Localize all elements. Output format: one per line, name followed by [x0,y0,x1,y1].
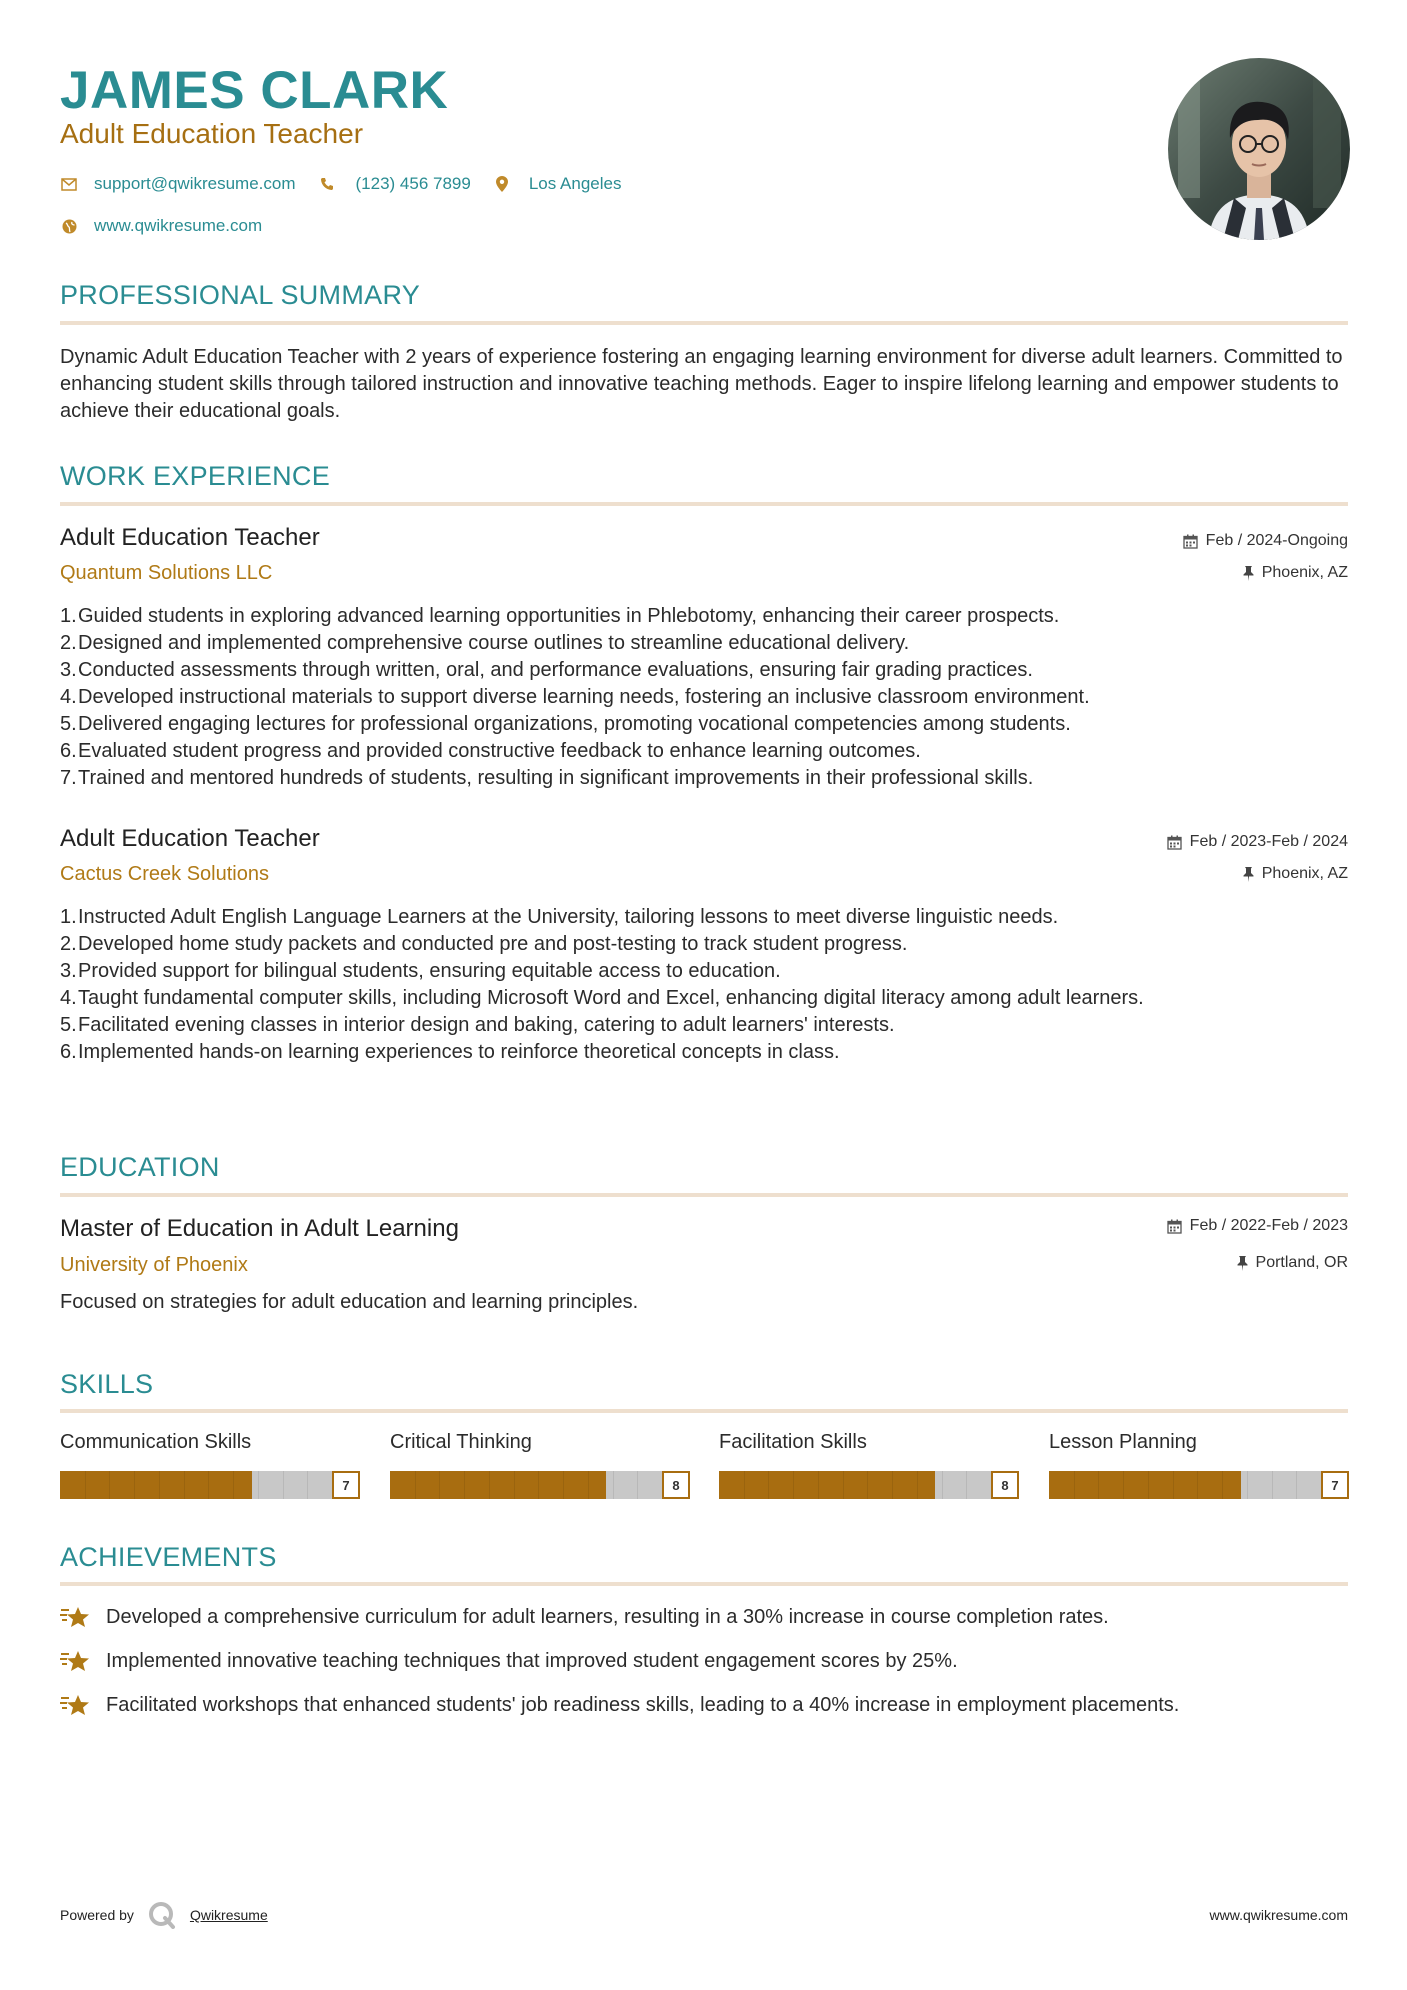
phone-icon [318,175,336,193]
section-divider [60,1409,1348,1413]
education-dates [1167,1217,1348,1235]
skill-segment-divider [464,1471,465,1499]
job-location-text: Phoenix, AZ [1261,564,1348,581]
contact-location [493,174,622,194]
summary-text: Dynamic Adult Education Teacher with 2 years of experience fostering an engaging learning environment for diverse adult learners. Committed to enhancing student skills through tailored instruction and innovative teaching methods. Eager to inspire lifelong learning and empower students to achieve their educational goals. [60,346,1343,422]
skill-segment-divider [917,1471,918,1499]
list-item: 2. Developed home study packets and conducted pre and post-testing to track student progress. [60,933,908,955]
skill-name: Communication Skills [60,1431,252,1453]
list-item: 3. Provided support for bilingual students, ensuring equitable access to education. [60,960,781,982]
section-title-experience: WORK EXPERIENCE [60,461,331,491]
list-item: 5. Facilitated evening classes in interior design and baking, catering to adult learners' interests. [60,1014,895,1036]
school-name: University of Phoenix [60,1254,248,1276]
section-title-summary: PROFESSIONAL SUMMARY [60,280,421,310]
section-divider [60,1582,1348,1586]
skill-segment-divider [843,1471,844,1499]
skill-fill [1049,1471,1241,1499]
skill-segment-divider [134,1471,135,1499]
skill-segment-divider [1197,1471,1198,1499]
website-text: www.qwikresume.com [94,216,263,235]
skill-segment-divider [233,1471,234,1499]
skill-fill [390,1471,606,1499]
skill-segment-divider [867,1471,868,1499]
skill-segment-divider [1272,1471,1273,1499]
section-title-skills: SKILLS [60,1369,154,1399]
company-name: Quantum Solutions LLC [60,562,273,584]
calendar-icon [1167,1219,1182,1234]
contact-row-1 [60,174,643,194]
phone-text: (123) 456 7899 [355,174,471,193]
pushpin-icon [1243,867,1254,882]
skill-segment-divider [768,1471,769,1499]
skill-item [719,1431,1019,1497]
contact-row-2 [60,216,284,236]
degree-title: Master of Education in Adult Learning [60,1215,459,1242]
job-bullets [60,904,1348,1066]
skill-segment-divider [208,1471,209,1499]
education-location-text: Portland, OR [1255,1254,1348,1271]
list-item: 6. Implemented hands-on learning experiences to reinforce theoretical concepts in class. [60,1041,840,1063]
skill-meter [1049,1469,1349,1497]
job-dates-text: Feb / 2024-Ongoing [1205,532,1348,549]
job-location [1243,865,1348,883]
skill-item [60,1431,360,1497]
skill-segment-divider [1247,1471,1248,1499]
candidate-role: Adult Education Teacher [60,118,364,149]
pushpin-icon [1237,1256,1248,1271]
skill-segment-divider [563,1471,564,1499]
pushpin-icon [1243,566,1254,581]
skill-segment-divider [489,1471,490,1499]
skill-segment-divider [1296,1471,1297,1499]
job-title: Adult Education Teacher [60,825,320,852]
skill-segment-divider [942,1471,943,1499]
job-dates [1183,532,1348,550]
skill-score: 7 [1321,1471,1349,1499]
list-item: 1. Guided students in exploring advanced learning opportunities in Phlebotomy, enhancing their career prospects. [60,605,1060,627]
skill-segment-divider [307,1471,308,1499]
section-title-education: EDUCATION [60,1152,220,1182]
skill-segment-divider [892,1471,893,1499]
skill-segment-divider [966,1471,967,1499]
skill-meter [60,1469,360,1497]
skill-segment-divider [637,1471,638,1499]
section-divider [60,321,1348,325]
map-pin-icon [493,175,511,193]
star-icon [60,1692,92,1720]
achievement-text: Facilitated workshops that enhanced students' job readiness skills, leading to a 40% increase in employment placements. [106,1694,1180,1716]
profile-photo [1168,58,1350,240]
email-text: support@qwikresume.com [94,174,296,193]
list-item: 7. Trained and mentored hundreds of students, resulting in significant improvements in their professional skills. [60,767,1034,789]
powered-by-label: Powered by [60,1907,134,1923]
job-location-text: Phoenix, AZ [1261,865,1348,882]
skill-score: 7 [332,1471,360,1499]
contact-email[interactable] [60,174,296,194]
skill-segment-divider [159,1471,160,1499]
list-item: 4. Developed instructional materials to support diverse learning needs, fostering an inclusive classroom environment. [60,686,1090,708]
company-name: Cactus Creek Solutions [60,863,269,885]
skill-segment-divider [613,1471,614,1499]
achievement-text: Developed a comprehensive curriculum for adult learners, resulting in a 30% increase in course completion rates. [106,1606,1109,1628]
skill-segment-divider [109,1471,110,1499]
skill-segment-divider [1173,1471,1174,1499]
calendar-icon [1167,835,1182,850]
skill-segment-divider [1098,1471,1099,1499]
list-item: 2. Designed and implemented comprehensive course outlines to streamline educational delivery. [60,632,910,654]
skill-name: Facilitation Skills [719,1431,867,1453]
education-location [1237,1254,1348,1272]
skill-segment-divider [1123,1471,1124,1499]
candidate-name: JAMES CLARK [60,61,449,120]
qwikresume-logo-icon [148,1901,176,1929]
skill-score: 8 [991,1471,1019,1499]
skill-segment-divider [793,1471,794,1499]
skill-segment-divider [1222,1471,1223,1499]
skill-name: Critical Thinking [390,1431,532,1453]
skill-item [1049,1431,1349,1497]
skill-segment-divider [415,1471,416,1499]
list-item: 5. Delivered engaging lectures for professional organizations, promoting vocational competencies among students. [60,713,1071,735]
list-item: 4. Taught fundamental computer skills, including Microsoft Word and Excel, enhancing digital literacy among adult learners. [60,987,1144,1009]
skill-meter [390,1469,690,1497]
section-divider [60,502,1348,506]
skill-segment-divider [439,1471,440,1499]
job-dates-text: Feb / 2023-Feb / 2024 [1189,833,1348,850]
job-bullets [60,603,1348,792]
achievement-text: Implemented innovative teaching techniques that improved student engagement scores by 25%. [106,1650,958,1672]
star-icon [60,1648,92,1676]
skill-segment-divider [538,1471,539,1499]
envelope-icon [60,175,78,193]
skill-segment-divider [588,1471,589,1499]
contact-phone[interactable] [318,174,471,194]
skill-segment-divider [744,1471,745,1499]
job-dates [1167,833,1348,851]
skill-item [390,1431,690,1497]
calendar-icon [1183,534,1198,549]
footer-powered-by [60,1901,268,1929]
skill-segment-divider [1148,1471,1149,1499]
contact-website[interactable] [60,216,262,236]
star-icon [60,1604,92,1632]
achievement-item [60,1692,1348,1720]
education-description: Focused on strategies for adult education and learning principles. [60,1291,639,1313]
skill-score: 8 [662,1471,690,1499]
skill-fill [60,1471,252,1499]
job-title: Adult Education Teacher [60,524,320,551]
footer-website[interactable]: www.qwikresume.com [1209,1907,1348,1923]
list-item: 6. Evaluated student progress and provided constructive feedback to enhance learning outcomes. [60,740,921,762]
skill-segment-divider [1074,1471,1075,1499]
achievement-item [60,1648,1348,1676]
education-dates-text: Feb / 2022-Feb / 2023 [1189,1217,1348,1234]
skill-meter [719,1469,1019,1497]
globe-icon [60,217,78,235]
list-item: 3. Conducted assessments through written, oral, and performance evaluations, ensuring fair grading practices. [60,659,1033,681]
job-location [1243,564,1348,582]
qwikresume-link[interactable]: Qwikresume [189,1907,268,1923]
location-text: Los Angeles [528,174,622,193]
skill-segment-divider [85,1471,86,1499]
skill-segment-divider [514,1471,515,1499]
skill-segment-divider [184,1471,185,1499]
section-divider [60,1193,1348,1197]
skill-segment-divider [283,1471,284,1499]
achievement-item [60,1604,1348,1632]
skill-name: Lesson Planning [1049,1431,1197,1453]
skill-segment-divider [258,1471,259,1499]
skill-segment-divider [818,1471,819,1499]
section-title-achievements: ACHIEVEMENTS [60,1542,277,1572]
skill-fill [719,1471,935,1499]
list-item: 1. Instructed Adult English Language Learners at the University, tailoring lessons to meet diverse linguistic needs. [60,906,1059,928]
